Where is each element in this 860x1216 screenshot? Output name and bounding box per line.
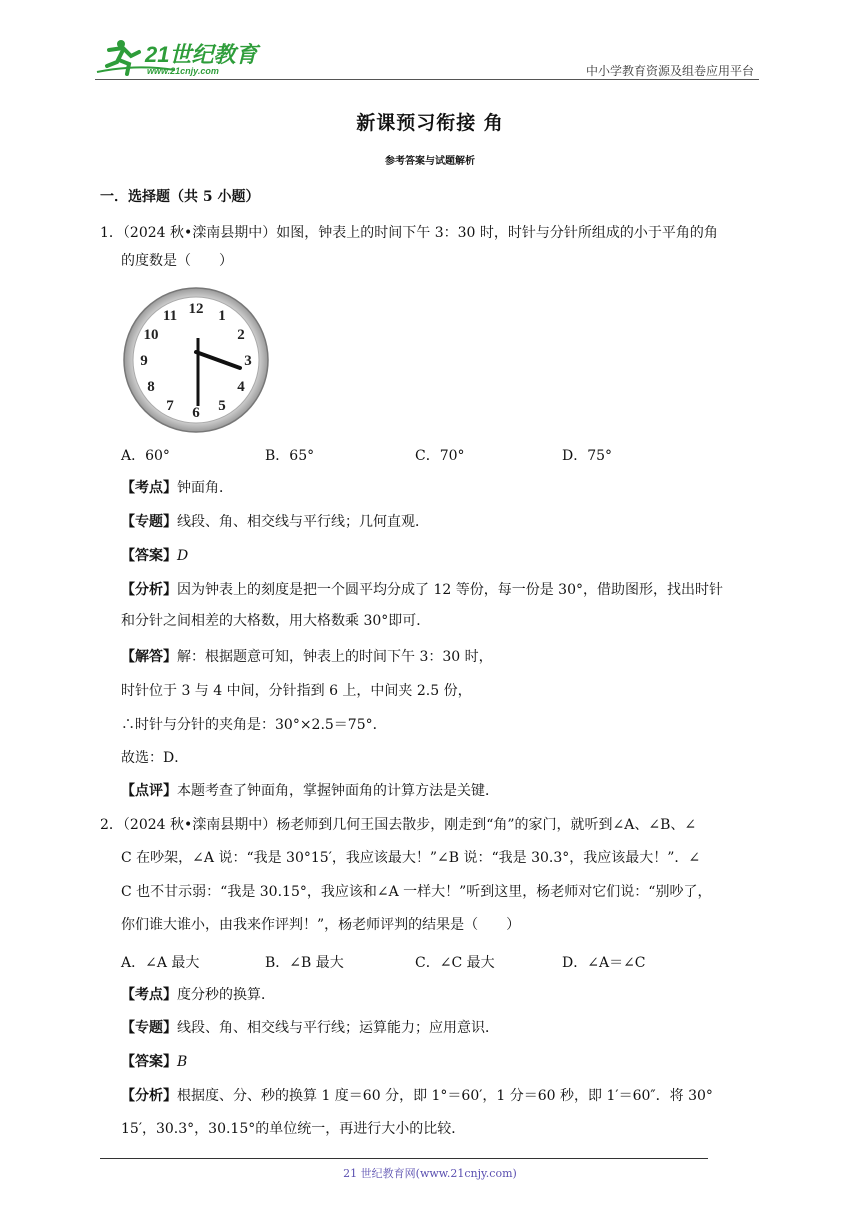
q1-option-b: B．65°	[265, 448, 315, 464]
q2-option-b: B．∠B 最大	[265, 955, 344, 971]
clock-number-7: 7	[166, 398, 174, 414]
clock-number-11: 11	[162, 308, 178, 324]
q1-jieda-line1: 【解答】解：根据题意可知，钟表上的时间下午 3：30 时，	[121, 649, 493, 665]
q1-option-a: A．60°	[121, 448, 170, 464]
platform-name: 中小学教育资源及组卷应用平台	[585, 64, 754, 78]
q2-answer: 【答案】B	[121, 1054, 188, 1070]
q1-jieda-line2: 时针位于 3 与 4 中间，分针指到 6 上，中间夹 2.5 份，	[121, 683, 472, 699]
clock-number-9: 9	[140, 353, 148, 369]
q2-fenxi-line2: 15′，30.3°，30.15°的单位统一，再进行大小的比较．	[121, 1121, 466, 1137]
q1-option-d: D．75°	[562, 448, 613, 464]
site-logo	[95, 36, 265, 78]
q1-fenxi-line1: 【分析】因为钟表上的刻度是把一个圆平均分成了 12 等份，每一份是 30°，借助图形，找出时针	[121, 582, 723, 598]
page-title: 新课预习衔接 角	[356, 112, 504, 134]
q1-zhuanti: 【专题】线段、角、相交线与平行线；几何直观．	[121, 514, 429, 530]
q1-kaodian: 【考点】钟面角．	[121, 480, 233, 496]
q2-stem-line1: 2．（2024 秋•滦南县期中）杨老师到几何王国去散步，刚走到“角”的家门，就听到∠A、∠B、∠	[100, 817, 697, 833]
q2-stem-line4: 你们谁大谁小，由我来作评判！”，杨老师评判的结果是（ ）	[121, 917, 521, 933]
clock-number-8: 8	[147, 379, 155, 395]
q2-zhuanti: 【专题】线段、角、相交线与平行线；运算能力；应用意识．	[121, 1020, 499, 1036]
clock-figure	[122, 286, 270, 434]
q2-stem-line2: C 在吵架，∠A 说：“我是 30°15′，我应该最大！”∠B 说：“我是 30.3°，我应该最大！”．∠	[121, 850, 701, 866]
q2-fenxi-line1: 【分析】根据度、分、秒的换算 1 度＝60 分，即 1°＝60′，1 分＝60 秒，即 1′＝60″．将 30°	[121, 1088, 713, 1104]
q2-kaodian: 【考点】度分秒的换算．	[121, 987, 275, 1003]
clock-number-4: 4	[237, 379, 245, 395]
q1-option-c: C．70°	[415, 448, 465, 464]
clock-number-12: 12	[188, 301, 204, 317]
svg-text:21世纪教育: 21世纪教育	[145, 42, 258, 67]
header-divider	[95, 79, 759, 80]
footer-text: 21 世纪教育网(www.21cnjy.com)	[343, 1167, 517, 1180]
clock-number-3: 3	[244, 353, 252, 369]
q1-fenxi-line2: 和分针之间相差的大格数，用大格数乘 30°即可．	[121, 613, 431, 629]
q1-stem-line1: 1．（2024 秋•滦南县期中）如图，钟表上的时间下午 3：30 时，时针与分针所组成的小于平角的角	[100, 225, 718, 241]
q2-option-a: A．∠A 最大	[121, 955, 200, 971]
clock-number-2: 2	[237, 327, 245, 343]
q1-jieda-line3: ∴时针与分针的夹角是：30°×2.5＝75°．	[121, 717, 387, 733]
q2-stem-line3: C 也不甘示弱：“我是 30.15°，我应该和∠A 一样大！”听到这里，杨老师对它们说：“别吵了，	[121, 884, 712, 900]
page-subtitle: 参考答案与试题解析	[385, 156, 475, 167]
q2-option-d: D．∠A＝∠C	[562, 955, 646, 971]
q1-answer: 【答案】D	[121, 548, 189, 564]
clock-number-6: 6	[192, 405, 200, 421]
clock-number-10: 10	[143, 327, 159, 343]
footer-divider	[100, 1158, 708, 1159]
section-heading: 一．选择题（共 5 小题）	[100, 189, 260, 205]
q1-dianping: 【点评】本题考查了钟面角，掌握钟面角的计算方法是关键．	[121, 783, 499, 799]
svg-text:www.21cnjy.com: www.21cnjy.com	[147, 66, 219, 76]
q2-option-c: C．∠C 最大	[415, 955, 495, 971]
clock-number-5: 5	[218, 398, 226, 414]
clock-number-1: 1	[218, 308, 226, 324]
q1-stem-line2: 的度数是（ ）	[121, 253, 233, 269]
q1-jieda-line4: 故选：D．	[121, 750, 189, 766]
